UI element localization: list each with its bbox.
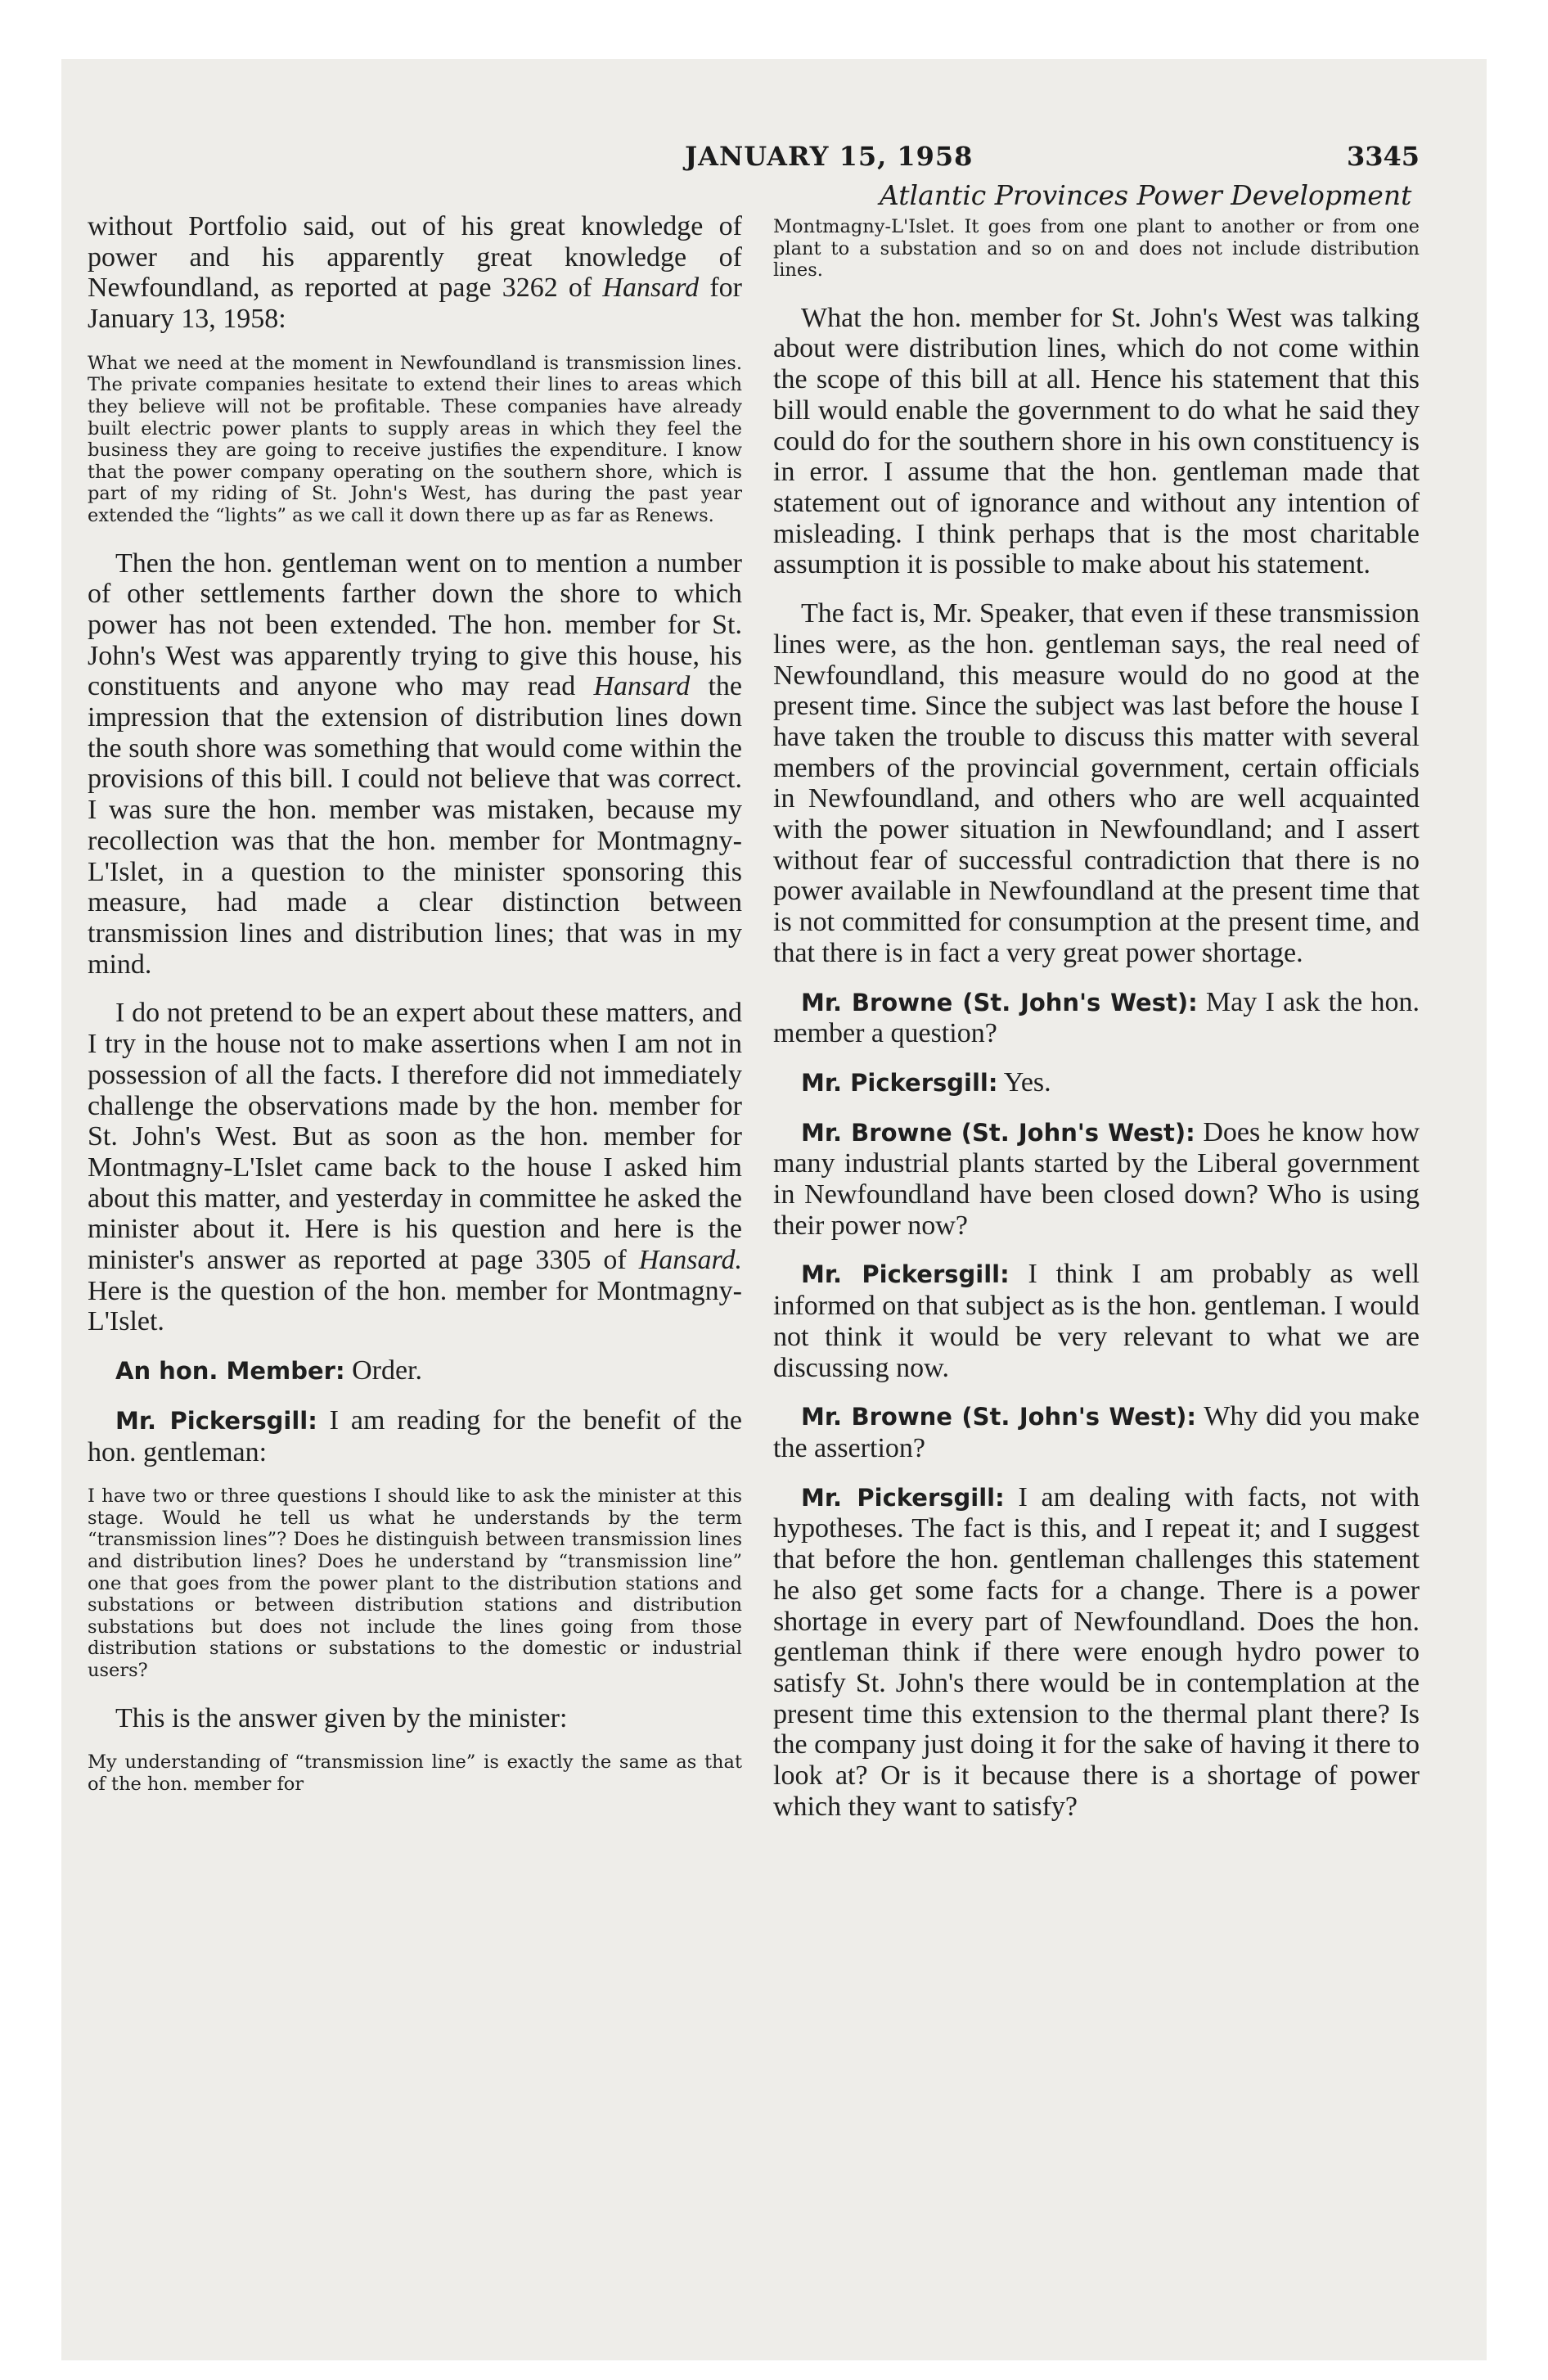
paragraph (88, 998, 742, 1337)
speech-text: I am reading for the benefit of the hon. gentleman: (88, 1404, 742, 1467)
speaker-name: Mr. Pickersgill: (801, 1260, 1010, 1289)
paragraph-text: the impression that the extension of distribution lines down the south shore was something that would come within the provisions of this bill. I could not believe that was correct. I was sure the hon. member was mistaken, because my recollection was that the hon. member for Montmagny-L'Islet, in a question to the minister sponsoring this measure, had made a clear distinction between transmission lines and distribution lines; that was in my mind. (88, 671, 743, 980)
paragraph-text: Here is the question of the hon. member for Montmagny-L'Islet. (88, 1275, 742, 1337)
speaker-name: Mr. Pickersgill: (801, 1068, 998, 1097)
paragraph: The fact is, Mr. Speaker, that even if these transmission lines were, as the hon. gentleman says, the real need of Newfoundland, this measure would do no good at the present time. Since the subject was last before the house I have taken the trouble to discuss this matter with several members of the provincial government, certain officials in Newfoundland, and others who are well acquainted with the power situation in Newfoundland; and I assert without fear of successful contradiction that there is no power available in Newfoundland at the present time that is not committed for consumption at the present time, and that there is in fact a very great power shortage. (773, 598, 1420, 968)
speech-text: Why did you make the assertion? (773, 1401, 1420, 1463)
right-column (773, 216, 1420, 1840)
speech-text: I am dealing with facts, not with hypotheses. The fact is this, and I repeat it; and I suggest that before the hon. gentleman challenges this statement he also get some facts for a change. There is a power shortage in every part of Newfoundland. Does the hon. gentleman think if there were enough hydro power to satisfy St. John's there would be in contemplation at the present time this extension to the thermal plant there? Is the company just doing it for the sake of having it there to look at? Or is it because there is a shortage of power which they want to satisfy? (773, 1481, 1420, 1822)
paragraph (88, 211, 742, 335)
paragraph: What the hon. member for St. John's West was talking about were distribution lines, which do not come within the scope of this bill at all. Hence his statement that this bill would enable the government to do what he said they could do for the southern shore in his own constituency is in error. I assume that the hon. gentleman made that statement out of ignorance and without any intention of misleading. I think perhaps that is the most charitable assumption it is possible to make about his statement. (773, 302, 1420, 580)
speech (773, 1117, 1420, 1242)
speaker-name: Mr. Browne (St. John's West): (801, 1403, 1197, 1431)
left-column (88, 211, 742, 1795)
paragraph-text: without Portfolio said, out of his great knowledge of power and his apparently great knowledge of Newfoundland, as reported at page 3262 of (88, 211, 742, 304)
header-date: JANUARY 15, 1958 (685, 141, 974, 172)
speaker-name: Mr. Pickersgill: (801, 1483, 1005, 1512)
hansard-ref: Hansard. (638, 1245, 742, 1276)
hansard-ref: Hansard (593, 671, 691, 702)
speech-text: Order. (344, 1355, 423, 1386)
speaker-name: Mr. Browne (St. John's West): (801, 988, 1198, 1016)
speaker-name: Mr. Pickersgill: (115, 1406, 317, 1435)
speech (773, 1259, 1420, 1383)
hansard-ref: Hansard (602, 273, 700, 304)
paragraph-text: for January 13, 1958: (88, 273, 742, 335)
speech (773, 1401, 1420, 1463)
speech (773, 1482, 1420, 1823)
running-head: Atlantic Provinces Power Development (880, 179, 1412, 211)
debate-exchange (773, 987, 1420, 1823)
speech-text: Yes. (997, 1066, 1051, 1098)
speech-text: I think I am probably as well informed on that subject as is the hon. gentleman. I would not think it would be very relevant to what we are discussing now. (773, 1259, 1420, 1383)
block-quote: What we need at the moment in Newfoundland is transmission lines. The private companies hesitate to extend their lines to areas which they believe will not be profitable. These companies have already built electric power plants to supply areas in which they feel the business they are going to receive justifies the expenditure. I know that the power company operating on the southern shore, which is part of my riding of St. John's West, has during the past year extended the “lights” as we call it down there up as far as Renews. (88, 352, 742, 526)
block-quote: My understanding of “transmission line” is exactly the same as that of the hon. member for (88, 1751, 742, 1795)
speech (773, 1067, 1420, 1099)
block-quote: I have two or three questions I should like to ask the minister at this stage. Would he tell us what he understands by the term “transmission lines”? Does he distinguish between transmission lines and distribution lines? Does he understand by “transmission line” one that goes from the power plant to the distribution stations and substations or between distribution stations and distribution substations but does not include the lines going from those distribution stations or substations to the domestic or industrial users? (88, 1485, 742, 1681)
interjection (88, 1355, 742, 1387)
speech-text: Does he know how many industrial plants started by the Liberal government in Newfoundland have been closed down? Who is using their power now? (773, 1116, 1420, 1241)
paragraph-text: Then the hon. gentleman went on to mention a number of other settlements farther down the shore to which power has not been extended. The hon. member for St. John's West was apparently trying to give this house, his constituents and anyone who may read (88, 548, 742, 702)
speech (88, 1405, 742, 1467)
speaker-name: An hon. Member: (115, 1357, 345, 1386)
paragraph: This is the answer given by the minister: (115, 1702, 568, 1733)
paragraph (88, 548, 742, 980)
block-quote-continued: Montmagny-L'Islet. It goes from one plant to another or from one plant to a substation and so on and does not include distribution lines. (773, 216, 1420, 282)
speaker-name: Mr. Browne (St. John's West): (801, 1118, 1195, 1147)
speech (773, 987, 1420, 1049)
speech-text: May I ask the hon. member a question? (773, 986, 1420, 1049)
paragraph-text: I do not pretend to be an expert about these matters, and I try in the house not to make assertions when I am not in possession of all the facts. I therefore did not immediately challenge the observations made by the hon. member for St. John's West. But as soon as the hon. member for Montmagny-L'Islet came back to the house I asked him about this matter, and yesterday in committee he asked the minister about it. Here is his question and here is the minister's answer as reported at page 3305 of (88, 998, 742, 1276)
page-number: 3345 (1346, 141, 1420, 172)
